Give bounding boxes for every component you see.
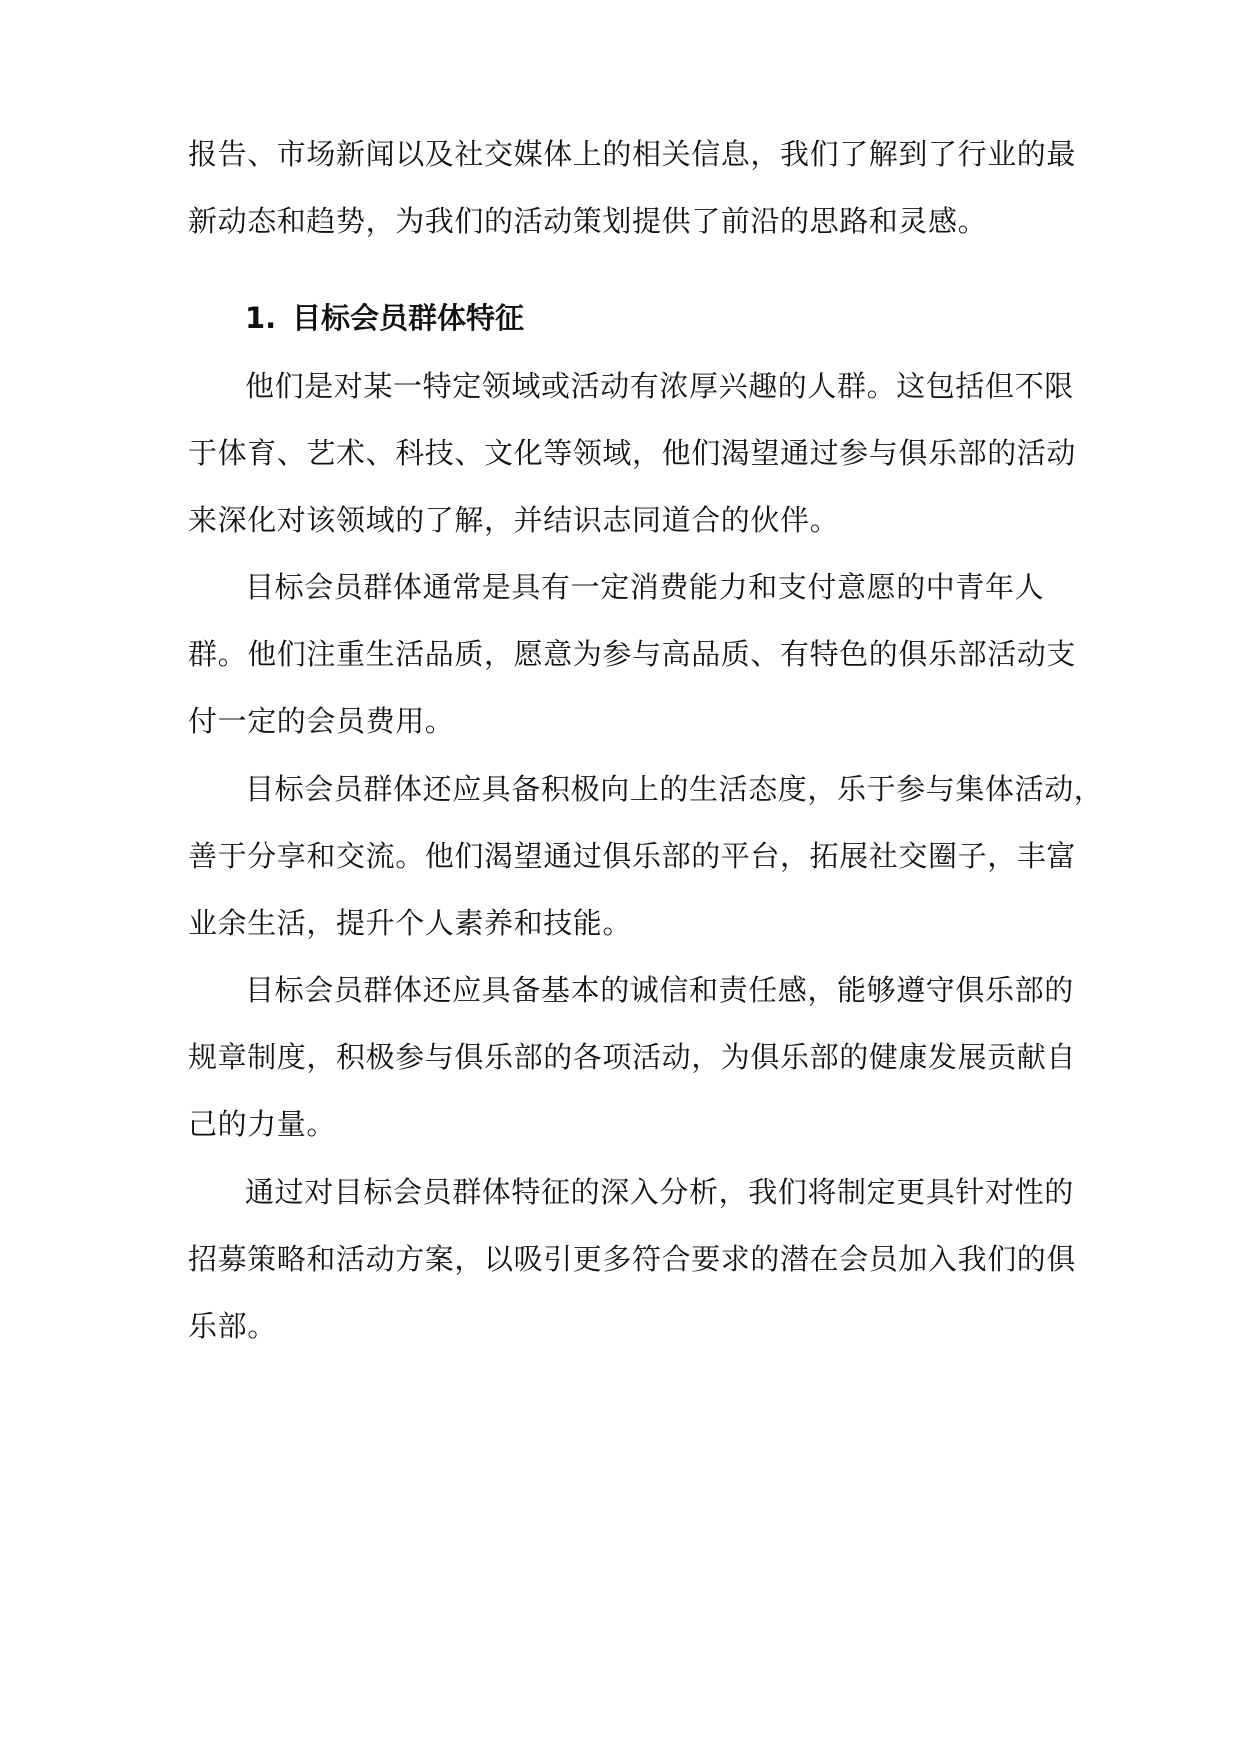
intro-line: 新动态和趋势，为我们的活动策划提供了前沿的思路和灵感。 xyxy=(188,204,988,238)
paragraph-line: 善于分享和交流。他们渴望通过俱乐部的平台，拓展社交圈子，丰富 xyxy=(188,839,1077,873)
paragraph-line: 他们是对某一特定领域或活动有浓厚兴趣的人群。这包括但不限 xyxy=(245,369,1074,403)
paragraph-line: 目标会员群体还应具备积极向上的生活态度，乐于参与集体活动， xyxy=(245,772,1104,806)
paragraph-line: 来深化对该领域的了解，并结识志同道合的伙伴。 xyxy=(188,503,840,537)
paragraph-line: 乐部。 xyxy=(188,1309,277,1343)
paragraph-line: 招募策略和活动方案，以吸引更多符合要求的潜在会员加入我们的俱 xyxy=(188,1242,1077,1276)
paragraph-line: 付一定的会员费用。 xyxy=(188,704,455,738)
intro-line: 报告、市场新闻以及社交媒体上的相关信息，我们了解到了行业的最 xyxy=(188,137,1077,171)
section-number: 1. xyxy=(245,301,277,335)
paragraph-line: 业余生活，提升个人素养和技能。 xyxy=(188,906,633,940)
paragraph-line: 目标会员群体还应具备基本的诚信和责任感，能够遵守俱乐部的 xyxy=(245,973,1074,1007)
paragraph-line: 规章制度，积极参与俱乐部的各项活动，为俱乐部的健康发展贡献自 xyxy=(188,1040,1077,1074)
section-heading xyxy=(245,298,524,338)
paragraph-line: 己的力量。 xyxy=(188,1107,337,1141)
paragraph-line: 通过对目标会员群体特征的深入分析，我们将制定更具针对性的 xyxy=(245,1175,1074,1209)
paragraph-line: 目标会员群体通常是具有一定消费能力和支付意愿的中青年人 xyxy=(245,570,1045,604)
section-title: 目标会员群体特征 xyxy=(292,301,525,335)
paragraph-line: 群。他们注重生活品质，愿意为参与高品质、有特色的俱乐部活动支 xyxy=(188,637,1077,671)
paragraph-line: 于体育、艺术、科技、文化等领域，他们渴望通过参与俱乐部的活动 xyxy=(188,436,1077,470)
